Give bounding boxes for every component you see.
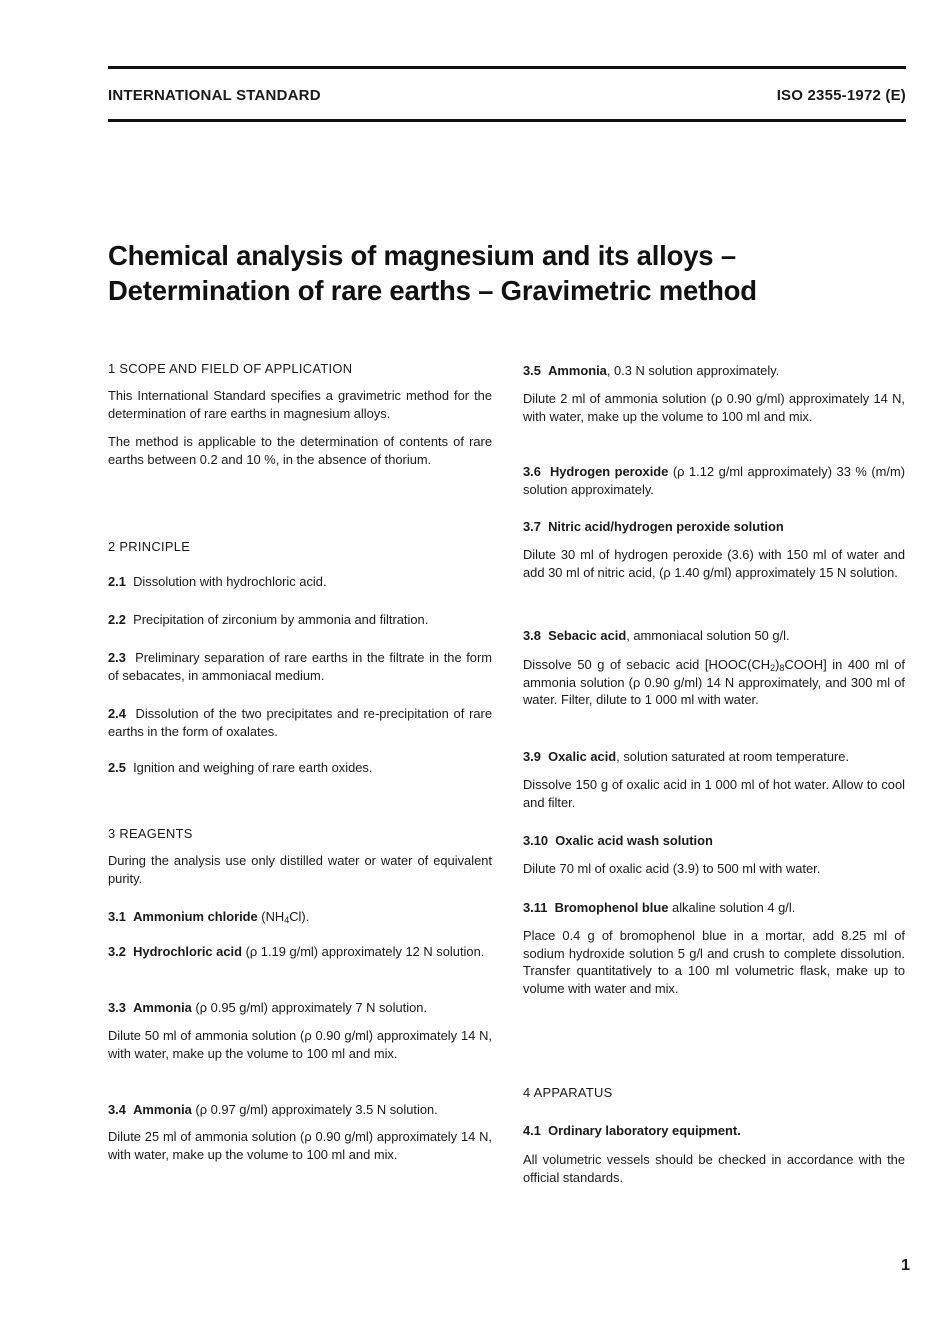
page-number: 1: [901, 1257, 910, 1274]
reagent-description: , ammoniacal solution 50 g/l.: [626, 628, 790, 643]
reagent-formula-b: Cl).: [289, 909, 310, 924]
clause-4-1-body: All volumetric vessels should be checked in accordance with the official standards.: [523, 1152, 905, 1185]
clause-3-4-body: Dilute 25 ml of ammonia solution (ρ 0.90 g/ml) approximately 14 N, with water, make up the volume to 100 ml and mix.: [108, 1129, 492, 1162]
reagent-description: (ρ 0.95 g/ml) approximately 7 N solution.: [191, 1000, 427, 1015]
reagent-name: Ammonium chloride: [133, 909, 258, 924]
clause-2-3: [108, 649, 492, 684]
clause-2-5: [108, 759, 492, 777]
reagent-name: Hydrogen peroxide: [549, 464, 669, 479]
clause-text: Ignition and weighing of rare earth oxides.: [133, 760, 373, 775]
page-title: [108, 238, 898, 308]
body-text-a: Dissolve 50 g of sebacic acid [HOOC(CH: [523, 657, 771, 672]
clause-3-8: [523, 627, 905, 645]
clause-text: Preliminary separation of rare earths in the filtrate in the form of sebacates, in ammoniacal medium.: [108, 650, 492, 683]
reagent-name: Ammonia: [133, 1102, 192, 1117]
clause-number: 3.6: [523, 464, 541, 479]
clause-3-4: [108, 1101, 492, 1119]
reagent-name: Nitric acid/hydrogen peroxide solution: [548, 519, 784, 534]
clause-3-6: [523, 463, 905, 498]
clause-3-9: [523, 748, 905, 766]
clause-number: 2.1: [108, 574, 126, 589]
title-line-2: Determination of rare earths – Gravimetric method: [108, 275, 757, 306]
header-standard-label: INTERNATIONAL STANDARD: [108, 87, 321, 104]
reagent-name: Ammonia: [548, 363, 607, 378]
clause-number: 3.1: [108, 909, 126, 924]
clause-number: 3.8: [523, 628, 541, 643]
clause-3-7: [523, 518, 905, 536]
clause-2-1: [108, 573, 492, 591]
clause-number: 3.4: [108, 1102, 126, 1117]
clause-text: Precipitation of zirconium by ammonia and filtration.: [133, 612, 429, 627]
clause-3-3-body: Dilute 50 ml of ammonia solution (ρ 0.90 g/ml) approximately 14 N, with water, make up the volume to 100 ml and mix.: [108, 1028, 492, 1061]
clause-3-10-body: Dilute 70 ml of oxalic acid (3.9) to 500 ml with water.: [523, 861, 821, 876]
clause-number: 2.3: [108, 650, 126, 665]
clause-number: 3.7: [523, 519, 541, 534]
formula-subscript-1: 2: [770, 663, 776, 673]
clause-3-5-body: Dilute 2 ml of ammonia solution (ρ 0.90 g/ml) approximately 14 N, with water, make up the volume to 100 ml and mix.: [523, 391, 905, 424]
clause-3-5: [523, 362, 905, 380]
clause-3-8-body: [523, 656, 905, 709]
section-2-heading: 2 PRINCIPLE: [108, 539, 191, 554]
clause-number: 3.5: [523, 363, 541, 378]
title-line-1: Chemical analysis of magnesium and its alloys –: [108, 240, 736, 271]
reagent-description: alkaline solution 4 g/l.: [668, 900, 796, 915]
section-4-heading: 4 APPARATUS: [523, 1085, 613, 1100]
reagent-formula-subscript: 4: [284, 915, 290, 925]
clause-2-2: [108, 611, 492, 629]
clause-text: Dissolution with hydrochloric acid.: [133, 574, 327, 589]
clause-number: 2.5: [108, 760, 126, 775]
clause-name: Ordinary laboratory equipment.: [548, 1123, 741, 1138]
clause-3-9-body: Dissolve 150 g of oxalic acid in 1 000 ml of hot water. Allow to cool and filter.: [523, 777, 905, 810]
clause-number: 3.3: [108, 1000, 126, 1015]
clause-3-1: [108, 908, 492, 926]
reagent-name: Ammonia: [133, 1000, 192, 1015]
clause-number: 2.2: [108, 612, 126, 627]
clause-3-7-body: Dilute 30 ml of hydrogen peroxide (3.6) with 150 ml of water and add 30 ml of nitric acid, (ρ 1.40 g/ml) approximately 15 N solution.: [523, 547, 905, 580]
clause-3-10: [523, 832, 905, 850]
reagent-description: (ρ 1.12 g/ml approximately) 33 % (m/m) solution approximately.: [523, 464, 905, 497]
reagent-description: , 0.3 N solution approximately.: [606, 363, 780, 378]
reagent-name: Hydrochloric acid: [133, 944, 242, 959]
reagent-name: Bromophenol blue: [554, 900, 669, 915]
clause-text: Dissolution of the two precipitates and re-precipitation of rare earths in the form of oxalates.: [108, 706, 492, 739]
section-1-paragraph-1: This International Standard specifies a gravimetric method for the determination of rare earths in magnesium alloys.: [108, 388, 492, 421]
section-3-intro: During the analysis use only distilled water or water of equivalent purity.: [108, 853, 492, 886]
formula-subscript-2: 8: [779, 663, 785, 673]
reagent-name: Oxalic acid wash solution: [555, 833, 713, 848]
reagent-description: (ρ 1.19 g/ml) approximately 12 N solution.: [241, 944, 485, 959]
clause-number: 3.9: [523, 749, 541, 764]
clause-number: 4.1: [523, 1123, 541, 1138]
clause-number: 2.4: [108, 706, 126, 721]
section-1-paragraph-2: The method is applicable to the determination of contents of rare earths between 0.2 and 10 %, in the absence of thorium.: [108, 434, 492, 467]
clause-2-4: [108, 705, 492, 740]
clause-3-11-body: Place 0.4 g of bromophenol blue in a mortar, add 8.25 ml of sodium hydroxide solution 5 g/l and crush to complete dissolution. Transfer quantitatively to a 100 ml volumetric flask, make up to volume with water and mix.: [523, 928, 905, 996]
clause-3-2: [108, 943, 492, 961]
reagent-name: Sebacic acid: [548, 628, 627, 643]
clause-number: 3.11: [523, 900, 548, 915]
reagent-description: (ρ 0.97 g/ml) approximately 3.5 N solution.: [191, 1102, 438, 1117]
clause-3-3: [108, 999, 492, 1017]
section-3-heading: 3 REAGENTS: [108, 826, 193, 841]
body-text-b: ): [775, 657, 780, 672]
clause-number: 3.10: [523, 833, 549, 848]
body-text-c: COOH] in 400 ml of ammonia solution (ρ 0.90 g/ml) 14 N approximately, and 300 ml of water. Filter, dilute to 1 000 ml with water.: [523, 657, 905, 707]
reagent-description: , solution saturated at room temperature.: [616, 749, 850, 764]
clause-4-1: [523, 1122, 905, 1140]
header-top-rule: [108, 66, 906, 69]
clause-number: 3.2: [108, 944, 126, 959]
header-document-id: ISO 2355-1972 (E): [776, 87, 906, 104]
reagent-name: Oxalic acid: [548, 749, 617, 764]
reagent-formula-a: (NH: [257, 909, 285, 924]
header-bottom-rule: [108, 119, 906, 122]
clause-3-11: [523, 899, 905, 917]
section-1-heading: 1 SCOPE AND FIELD OF APPLICATION: [108, 361, 353, 376]
